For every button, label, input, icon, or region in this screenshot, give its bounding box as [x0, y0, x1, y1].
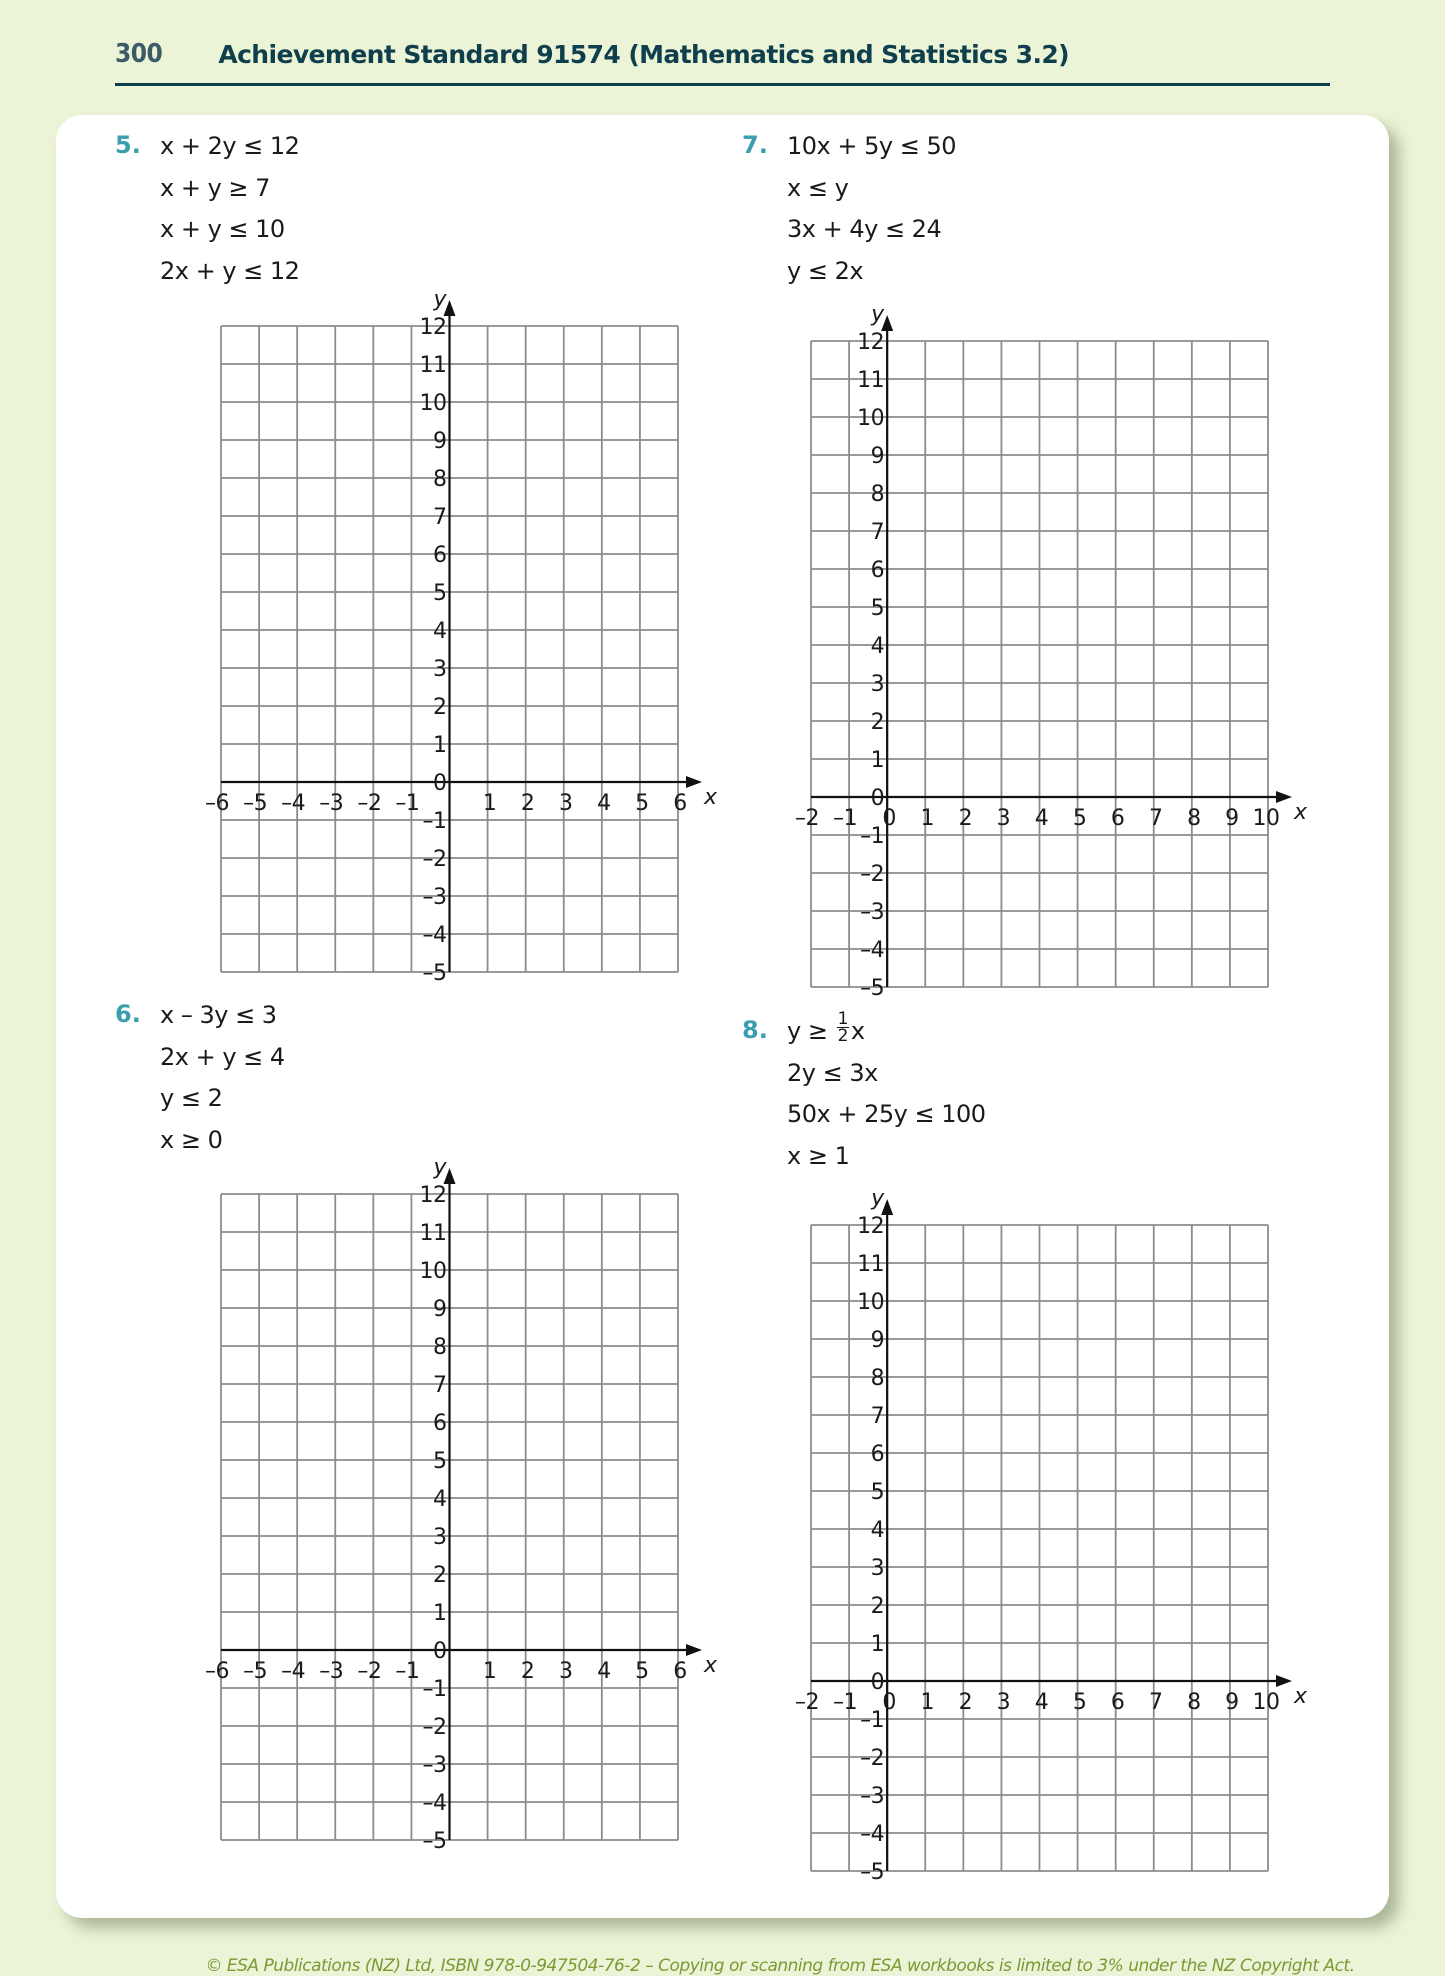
y-tick-label: 6	[870, 558, 885, 583]
fraction-denominator: 2	[837, 1025, 848, 1046]
question-number: 6.	[115, 1000, 141, 1028]
x-tick-label: –2	[357, 791, 382, 816]
question-number: 8.	[742, 1016, 768, 1044]
y-tick-label: 4	[870, 1518, 885, 1543]
y-axis-label: y	[871, 1186, 884, 1211]
x-tick-label: 7	[1149, 1690, 1163, 1715]
y-tick-label: 7	[870, 520, 885, 545]
inequality: x ≥ 0	[160, 1125, 223, 1154]
y-tick-label: 3	[870, 1556, 885, 1581]
y-tick-label: –5	[422, 961, 447, 986]
x-tick-label: 4	[597, 1659, 611, 1684]
x-tick-label: –3	[319, 1659, 344, 1684]
page-title: Achievement Standard 91574 (Mathematics and Statistics 3.2)	[218, 39, 1069, 69]
y-tick-label: –3	[422, 1753, 447, 1778]
y-tick-label: 8	[870, 482, 885, 507]
y-tick-label: 10	[857, 406, 885, 431]
x-tick-label: –1	[395, 1659, 420, 1684]
x-tick-label: –5	[243, 791, 268, 816]
y-tick-label: 0	[870, 786, 885, 811]
y-tick-label: 1	[433, 733, 447, 758]
question-number: 5.	[115, 131, 141, 159]
y-tick-label: 9	[433, 429, 447, 454]
y-tick-label: 2	[433, 1563, 447, 1588]
y-tick-label: 7	[433, 1373, 447, 1398]
y-axis-label: y	[433, 1155, 447, 1180]
x-tick-label: 2	[520, 1659, 535, 1684]
inequality: x – 3y ≤ 3	[160, 1001, 277, 1029]
x-tick-label: 4	[1034, 806, 1049, 831]
inequality: 2y ≤ 3x	[787, 1058, 878, 1087]
x-tick-label: 4	[597, 791, 611, 816]
x-tick-label: –4	[281, 1659, 306, 1684]
x-tick-label: 2	[958, 1690, 973, 1715]
x-tick-label: 2	[958, 806, 973, 831]
inequality: 2x + y ≤ 12	[160, 256, 300, 285]
x-tick-label: 8	[1187, 1690, 1201, 1715]
x-tick-label: –2	[357, 1659, 382, 1684]
x-tick-label: 3	[559, 1659, 573, 1684]
x-tick-label: –1	[395, 791, 420, 816]
question-number: 7.	[742, 131, 768, 159]
x-tick-label: 6	[673, 1659, 687, 1684]
y-tick-label: –4	[422, 923, 447, 948]
y-tick-label: 2	[870, 710, 885, 735]
copyright-footer: © ESA Publications (NZ) Ltd, ISBN 978-0-947504-76-2 – Copying or scanning from ESA workbooks is limited to 3% under the NZ Copyright Act.	[205, 1956, 1355, 1976]
y-tick-label: 1	[870, 748, 885, 773]
y-tick-label: 11	[419, 353, 447, 378]
x-tick-label: 9	[1225, 1690, 1239, 1715]
y-tick-label: –4	[422, 1791, 447, 1816]
x-tick-label: 0	[882, 1690, 896, 1715]
x-tick-label: 2	[520, 791, 535, 816]
x-tick-label: –5	[243, 1659, 268, 1684]
inequality-fraction	[787, 1008, 986, 1058]
y-tick-label: –3	[860, 1784, 885, 1809]
y-tick-label: 8	[433, 1335, 447, 1360]
y-tick-label: –2	[860, 862, 885, 887]
x-tick-label: 7	[1149, 806, 1163, 831]
inequality-rhs: x	[850, 1017, 865, 1045]
y-tick-label: 3	[433, 1525, 447, 1550]
inequality-lhs: y ≥	[787, 1017, 835, 1045]
x-tick-label: –6	[205, 1659, 229, 1684]
y-tick-label: –2	[422, 847, 447, 872]
y-tick-label: –5	[860, 976, 885, 1001]
y-tick-label: 5	[870, 1480, 885, 1505]
y-tick-label: 12	[419, 315, 447, 340]
y-tick-label: 9	[433, 1297, 447, 1322]
y-tick-label: 0	[870, 1670, 885, 1695]
x-tick-label: 10	[1252, 1690, 1280, 1715]
y-tick-label: 7	[870, 1404, 885, 1429]
y-tick-label: 0	[433, 771, 447, 796]
inequality: 3x + 4y ≤ 24	[787, 215, 942, 243]
y-tick-label: 5	[433, 581, 447, 606]
inequality: x ≤ y	[787, 173, 849, 202]
y-tick-label: 12	[419, 1183, 447, 1208]
y-tick-label: 0	[433, 1639, 447, 1664]
coordinate-grid-q8	[795, 1186, 1307, 1885]
x-tick-label: 9	[1225, 806, 1239, 831]
inequality: x + y ≤ 10	[160, 215, 285, 243]
x-tick-label: 4	[1034, 1690, 1049, 1715]
y-tick-label: 7	[433, 505, 447, 530]
inequality: 10x + 5y ≤ 50	[787, 132, 956, 160]
y-tick-label: –4	[860, 938, 885, 963]
y-tick-label: 11	[857, 1252, 885, 1277]
y-tick-label: 11	[857, 368, 885, 393]
y-tick-label: –3	[860, 900, 885, 925]
y-tick-label: 10	[419, 391, 447, 416]
x-tick-label: 5	[635, 791, 649, 816]
y-tick-label: –5	[422, 1829, 447, 1854]
y-tick-label: 6	[870, 1442, 885, 1467]
x-tick-label: –6	[205, 791, 229, 816]
x-tick-label: 1	[482, 1659, 497, 1684]
fraction	[837, 1008, 849, 1046]
y-tick-label: –1	[422, 809, 447, 834]
y-tick-label: 11	[419, 1221, 447, 1246]
y-tick-label: –1	[422, 1677, 447, 1702]
x-axis-label: x	[704, 785, 717, 810]
y-tick-label: 2	[433, 695, 447, 720]
y-tick-label: 6	[433, 543, 447, 568]
fraction-numerator: 1	[837, 1008, 848, 1029]
page-number: 300	[115, 39, 163, 69]
inequality: x + y ≥ 7	[160, 173, 270, 202]
y-tick-label: 3	[433, 657, 447, 682]
x-tick-label: 3	[996, 806, 1011, 831]
y-tick-label: 9	[870, 444, 885, 469]
inequality: y ≤ 2	[160, 1084, 223, 1112]
y-tick-label: 10	[857, 1290, 885, 1315]
x-tick-label: 5	[1072, 806, 1087, 831]
x-tick-label: –1	[833, 1690, 858, 1715]
y-tick-label: –2	[422, 1715, 447, 1740]
y-tick-label: –2	[860, 1746, 885, 1771]
x-tick-label: –1	[833, 806, 858, 831]
x-tick-label: –3	[319, 791, 344, 816]
y-tick-label: 10	[419, 1259, 447, 1284]
y-axis-label: y	[433, 287, 447, 312]
y-tick-label: –1	[860, 1708, 885, 1733]
x-tick-label: –4	[281, 791, 306, 816]
y-tick-label: 2	[870, 1594, 885, 1619]
inequality: y ≤ 2x	[787, 256, 864, 285]
x-tick-label: 5	[635, 1659, 649, 1684]
x-tick-label: –2	[795, 1690, 819, 1715]
y-tick-label: 1	[433, 1601, 447, 1626]
x-tick-label: 8	[1187, 806, 1201, 831]
y-tick-label: 4	[433, 619, 447, 644]
x-tick-label: 6	[1110, 1690, 1125, 1715]
y-tick-label: 8	[870, 1366, 885, 1391]
x-axis-label: x	[1294, 1684, 1307, 1709]
y-tick-label: –5	[860, 1860, 885, 1885]
y-axis-label: y	[871, 302, 884, 327]
page-header	[115, 34, 1069, 74]
grid-lines	[811, 1225, 1268, 1871]
x-tick-label: 6	[673, 791, 687, 816]
y-tick-label: 5	[433, 1449, 447, 1474]
header-rule	[115, 83, 1330, 86]
y-tick-label: –3	[422, 885, 447, 910]
coordinate-grid-q5	[205, 287, 717, 986]
y-tick-label: 5	[870, 596, 885, 621]
x-tick-label: 1	[920, 806, 934, 831]
x-axis-label: x	[1294, 800, 1307, 825]
x-tick-label: 10	[1252, 806, 1280, 831]
x-tick-label: –2	[795, 806, 819, 831]
inequality: 2x + y ≤ 4	[160, 1042, 285, 1071]
y-tick-label: 12	[857, 1214, 885, 1239]
y-tick-label: –4	[860, 1822, 885, 1847]
x-tick-label: 3	[996, 1690, 1011, 1715]
x-tick-label: 3	[559, 791, 573, 816]
y-tick-label: 6	[433, 1411, 447, 1436]
x-tick-label: 0	[882, 806, 896, 831]
grid-lines	[811, 341, 1268, 987]
inequality: x ≥ 1	[787, 1141, 850, 1170]
y-tick-label: 8	[433, 467, 447, 492]
x-tick-label: 1	[920, 1690, 934, 1715]
coordinate-grid-q7	[795, 302, 1307, 1001]
coordinate-grid-q6	[205, 1155, 717, 1854]
x-tick-label: 1	[482, 791, 497, 816]
x-tick-label: 6	[1110, 806, 1125, 831]
y-tick-label: 9	[870, 1328, 885, 1353]
inequality: x + 2y ≤ 12	[160, 132, 300, 160]
y-tick-label: 1	[870, 1632, 885, 1657]
x-tick-label: 5	[1072, 1690, 1087, 1715]
inequality: 50x + 25y ≤ 100	[787, 1100, 986, 1128]
y-tick-label: –1	[860, 824, 885, 849]
y-tick-label: 12	[857, 330, 885, 355]
y-tick-label: 4	[870, 634, 885, 659]
y-tick-label: 3	[870, 672, 885, 697]
x-axis-label: x	[704, 1653, 717, 1678]
y-tick-label: 4	[433, 1487, 447, 1512]
